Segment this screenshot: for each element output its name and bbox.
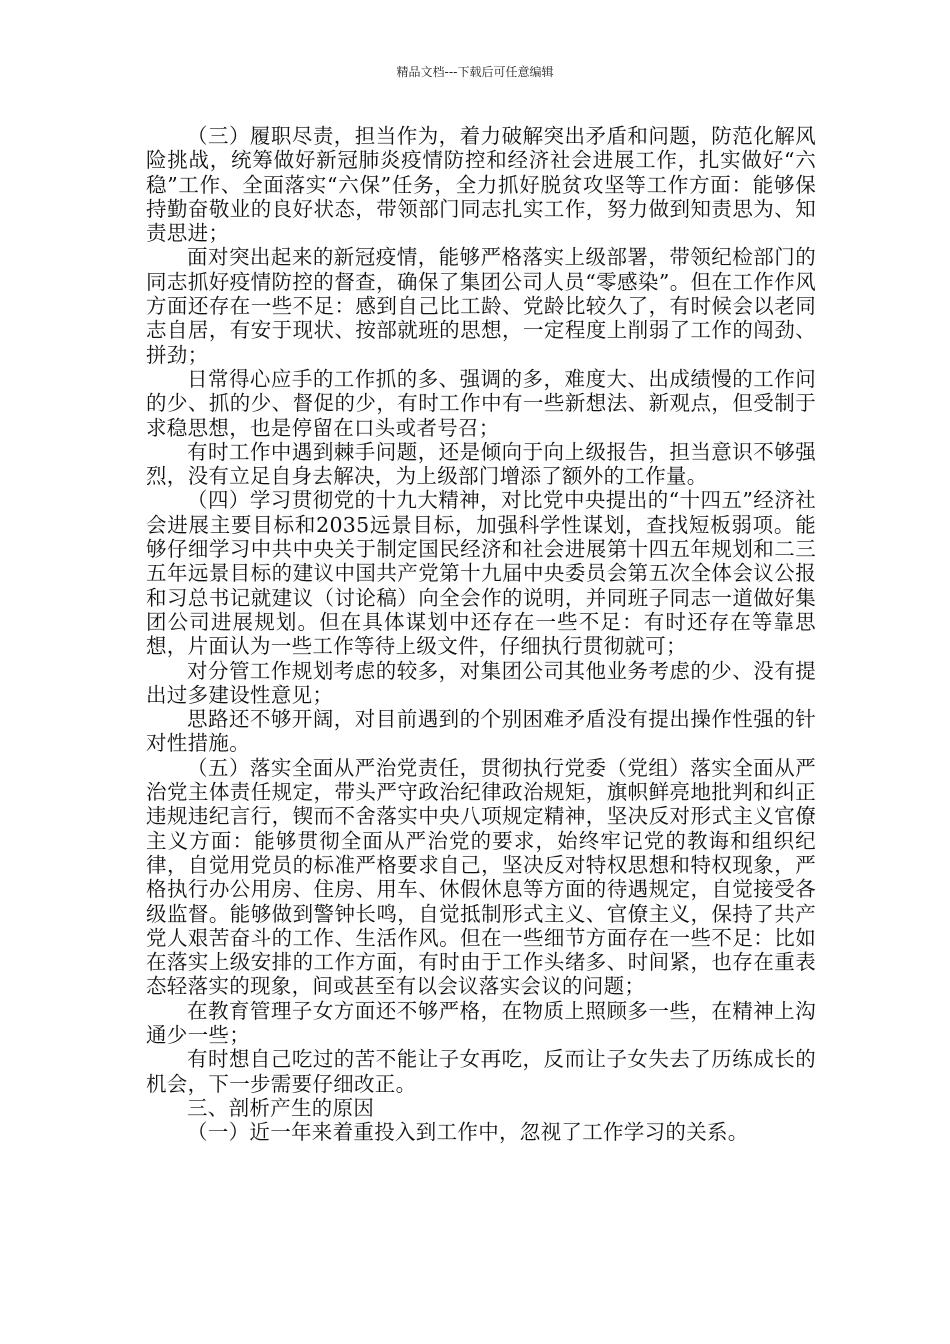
paragraph: 有时想自己吃过的苦不能让子女再吃，反而让子女失去了历练成长的机会，下一步需要仔细改正。 (146, 1047, 816, 1096)
paragraph: 对分管工作规划考虑的较多，对集团公司其他业务考虑的少、没有提出过多建设性意见； (146, 658, 816, 707)
paragraph: （一）近一年来着重投入到工作中，忽视了工作学习的关系。 (187, 1120, 749, 1145)
section-heading: 三、剖析产生的原因 (187, 1095, 375, 1120)
paragraph: （三）履职尽责，担当作为，着力破解突出矛盾和问题，防范化解风险挑战，统筹做好新冠肺炎疫情防控和经济社会进展工作，扎实做好“六稳”工作、全面落实“六保”任务，全力抓好脱贫攻坚等工作方面：能够保持勤奋敬业的良好状态，带领部门同志扎实工作，努力做到知责思为、知责思进； (146, 124, 816, 246)
paragraph: 有时工作中遇到棘手问题，还是倾向于向上级报告，担当意识不够强烈，没有立足自身去解决，为上级部门增添了额外的工作量。 (146, 439, 816, 489)
paragraph: 思路还不够开阔，对目前遇到的个别困难矛盾没有提出操作性强的针对性措施。 (146, 707, 816, 756)
paragraph: （五）落实全面从严治党责任，贯彻执行党委（党组）落实全面从严治党主体责任规定，带头严守政治纪律政治规矩，旗帜鲜亮地批判和纠正违规违纪言行，锲而不舍落实中央八项规定精神，坚决反对形式主义官僚主义方面：能够贯彻全面从严治党的要求，始终牢记党的教诲和组织纪律，自觉用党员的标准严格要求自己，坚决反对特权思想和特权现象，严格执行办公用房、住房、用车、休假休息等方面的待遇规定，自觉接受各级监督。能够做到警钟长鸣，自觉抵制形式主义、官僚主义，保持了共产党人艰苦奋斗的工作、生活作风。但在一些细节方面存在一些不足：比如在落实上级安排的工作方面，有时由于工作头绪多、时间紧，也存在重表态轻落实的现象，间或甚至有以会议落实会议的问题； (146, 755, 816, 999)
paragraph: 在教育管理子女方面还不够严格，在物质上照顾多一些，在精神上沟通少一些； (146, 998, 816, 1047)
paragraph: （四）学习贯彻党的十九大精神，对比党中央提出的“十四五”经济社会进展主要目标和2035远景目标，加强科学性谋划，查找短板弱项。能够仔细学习中共中央关于制定国民经济和社会进展第十四五年规划和二三五年远景目标的建议中国共产党第十九届中央委员会第五次全体会议公报和习总书记就建议（讨论稿）向全会作的说明，并同班子同志一道做好集团公司进展规划。但在具体谋划中还存在一些不足：有时还存在等靠思想，片面认为一些工作等待上级文件，仔细执行贯彻就可； (146, 488, 816, 659)
document-body (146, 124, 816, 1144)
paragraph: 日常得心应手的工作抓的多、强调的多，难度大、出成绩慢的工作问的少、抓的少、督促的少，有时工作中有一些新想法、新观点，但受制于求稳思想，也是停留在口头或者号召； (146, 366, 816, 440)
paragraph: 面对突出起来的新冠疫情，能够严格落实上级部署，带领纪检部门的同志抓好疫情防控的督查，确保了集团公司人员“零感染”。但在工作作风方面还存在一些不足：感到自己比工龄、党龄比较久了，有时候会以老同志自居，有安于现状、按部就班的思想，一定程度上削弱了工作的闯劲、拼劲； (146, 245, 816, 367)
page-header: 精品文档---下载后可任意编辑 (396, 65, 554, 79)
